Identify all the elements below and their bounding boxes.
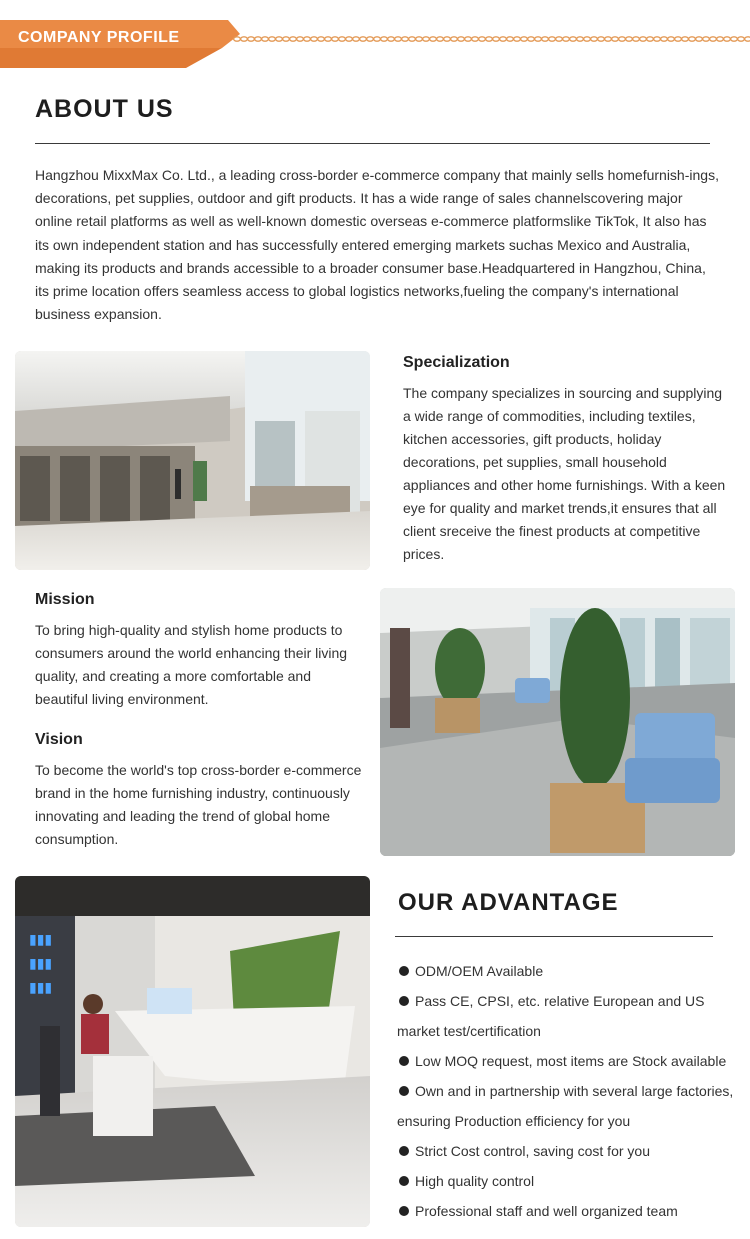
chain-divider (232, 35, 750, 43)
office-photo (380, 588, 735, 856)
chain-link (381, 37, 388, 41)
chain-link (591, 37, 598, 41)
bullet-icon (399, 996, 409, 1006)
chain-link (472, 37, 479, 41)
chain-link (514, 37, 521, 41)
chain-link (710, 37, 717, 41)
about-title: ABOUT US (35, 95, 174, 123)
chain-link (633, 37, 640, 41)
chain-link (731, 37, 738, 41)
chain-link (479, 37, 486, 41)
chain-link (577, 37, 584, 41)
chain-link (689, 37, 696, 41)
chain-link (374, 37, 381, 41)
chain-link (430, 37, 437, 41)
chain-link (745, 37, 750, 41)
about-body: Hangzhou MixxMax Co. Ltd., a leading cross-border e-commerce company that mainly sells homefurnish-ings, decorations, pet supplies, outdoor and gift products. It has a wide range of sales channelscovering major online retail platforms as well as well-known domestic overseas e-commerce platformslike TikTok, It also has its own independent station and has successfully entered emerging markets suchas Mexico and Australia, making its products and brands accessible to a broader consumer base.Headquartered in Hangzhou, China, its prime location offers seamless access to global logistics networks,fueling the company's international business expansion. (35, 167, 719, 323)
mission-title: Mission (35, 591, 95, 608)
chain-link (416, 37, 423, 41)
reception-photo (15, 876, 370, 1227)
chain-link (332, 37, 339, 41)
advantage-divider (395, 936, 713, 937)
chain-link (570, 37, 577, 41)
chain-link (563, 37, 570, 41)
chain-link (654, 37, 661, 41)
chain-link (682, 37, 689, 41)
bullet-icon (399, 966, 409, 976)
chain-link (402, 37, 409, 41)
bullet-icon (399, 1086, 409, 1096)
chain-link (717, 37, 724, 41)
chain-link (318, 37, 325, 41)
chain-link (500, 37, 507, 41)
specialization-body: The company specializes in sourcing and supplying a wide range of commodities, including textiles, kitchen accessories, gift products, holiday decorations, pet supplies, small household appliances and other home furnishings. With a keen eye for quality and market trends,it ensures that all client sreceive the finest products at competitive prices. (403, 385, 726, 562)
chain-link (675, 37, 682, 41)
chain-link (605, 37, 612, 41)
chain-link (388, 37, 395, 41)
chain-link (234, 37, 241, 41)
advantage-list (397, 956, 742, 1226)
advantage-item: Low MOQ request, most items are Stock available (397, 1046, 742, 1076)
chain-link (451, 37, 458, 41)
chain-link (367, 37, 374, 41)
mission-body: To bring high-quality and stylish home products to consumers around the world enhancing their living quality, and creating a more comfortable and beautiful living environment. (35, 622, 348, 707)
advantage-item: Pass CE, CPSI, etc. relative European and US market test/certification (397, 993, 705, 1039)
vision-title: Vision (35, 731, 83, 748)
chain-link (262, 37, 269, 41)
chain-link (528, 37, 535, 41)
advantage-item: Strict Cost control, saving cost for you (397, 1136, 742, 1166)
chain-link (486, 37, 493, 41)
chain-link (339, 37, 346, 41)
bullet-icon (399, 1206, 409, 1216)
chain-link (542, 37, 549, 41)
chain-link (269, 37, 276, 41)
chain-link (465, 37, 472, 41)
chain-link (598, 37, 605, 41)
chain-link (626, 37, 633, 41)
chain-link (535, 37, 542, 41)
lobby-photo (15, 351, 370, 570)
chain-link (395, 37, 402, 41)
chain-link (458, 37, 465, 41)
chain-link (311, 37, 318, 41)
svg-text:▮▮▮: ▮▮▮ (29, 932, 53, 948)
advantage-item: Own and in partnership with several large factories, ensuring Production efficiency for you (397, 1083, 734, 1129)
banner-title: COMPANY PROFILE (18, 29, 180, 46)
specialization-title: Specialization (403, 354, 510, 371)
vision-body: To become the world's top cross-border e-commerce brand in the home furnishing industry, continuously innovating and leading the trend of global home consumption. (35, 762, 362, 847)
chain-link (360, 37, 367, 41)
chain-link (241, 37, 248, 41)
chain-link (437, 37, 444, 41)
chain-link (276, 37, 283, 41)
chain-link (612, 37, 619, 41)
bullet-icon (399, 1146, 409, 1156)
chain-link (668, 37, 675, 41)
advantage-item: Professional staff and well organized team (397, 1196, 742, 1226)
svg-text:▮▮▮: ▮▮▮ (29, 980, 53, 996)
chain-link (290, 37, 297, 41)
chain-link (507, 37, 514, 41)
advantage-title: OUR ADVANTAGE (398, 889, 619, 916)
advantage-item: ODM/OEM Available (397, 956, 742, 986)
svg-text:▮▮▮: ▮▮▮ (29, 956, 53, 972)
chain-link (738, 37, 745, 41)
about-divider (35, 143, 710, 144)
chain-link (248, 37, 255, 41)
chain-link (647, 37, 654, 41)
chain-link (283, 37, 290, 41)
bullet-icon (399, 1056, 409, 1066)
chain-link (549, 37, 556, 41)
chain-link (584, 37, 591, 41)
chain-link (493, 37, 500, 41)
chain-link (556, 37, 563, 41)
chain-link (724, 37, 731, 41)
advantage-item: High quality control (397, 1166, 742, 1196)
chain-link (640, 37, 647, 41)
chain-link (703, 37, 710, 41)
chain-link (353, 37, 360, 41)
chain-link (409, 37, 416, 41)
chain-link (346, 37, 353, 41)
chain-link (255, 37, 262, 41)
chain-link (521, 37, 528, 41)
chain-link (619, 37, 626, 41)
bullet-icon (399, 1176, 409, 1186)
chain-link (661, 37, 668, 41)
chain-link (696, 37, 703, 41)
chain-link (297, 37, 304, 41)
chain-link (325, 37, 332, 41)
chain-link (304, 37, 311, 41)
chain-link (423, 37, 430, 41)
chain-link (444, 37, 451, 41)
